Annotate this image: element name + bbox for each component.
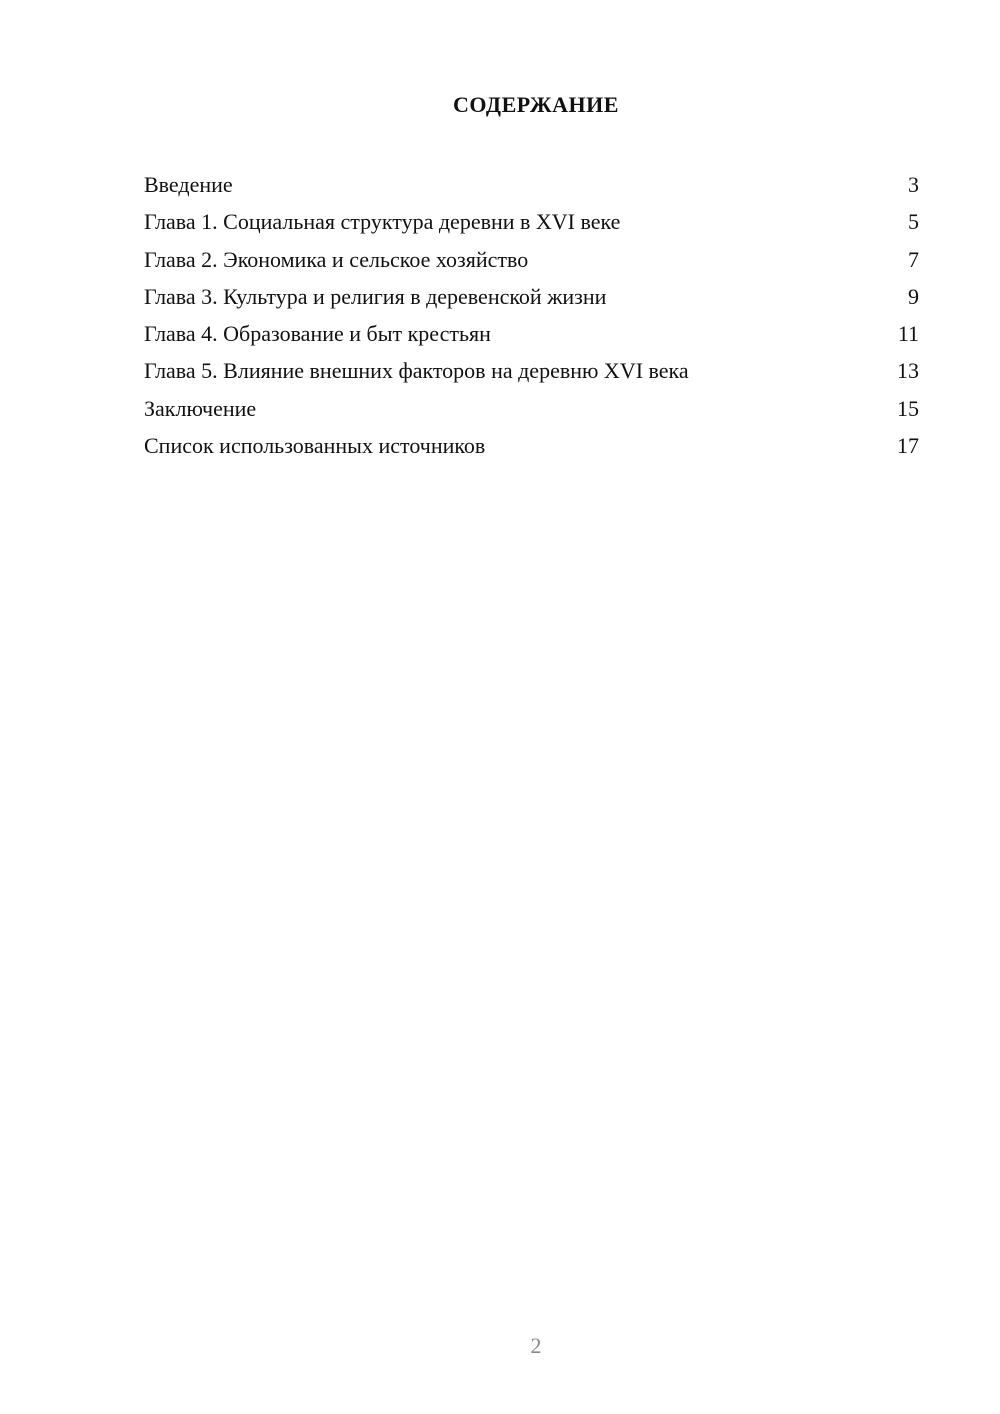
table-of-contents	[144, 170, 919, 468]
toc-entry-page: 15	[897, 395, 919, 421]
toc-entry-page: 7	[908, 246, 919, 272]
toc-entry-title: Заключение	[144, 395, 257, 421]
toc-entry-title: Глава 2. Экономика и сельское хозяйство	[144, 246, 529, 272]
toc-entry-chapter-1	[144, 207, 919, 244]
toc-entry-title: Список использованных источников	[144, 433, 486, 459]
toc-heading: СОДЕРЖАНИЕ	[453, 92, 619, 117]
toc-entry-chapter-4	[144, 319, 919, 356]
toc-entry-conclusion	[144, 394, 919, 431]
toc-entry-title: Глава 1. Социальная структура деревни в XVI веке	[144, 209, 621, 235]
toc-entry-page: 5	[908, 209, 919, 235]
toc-entry-sources	[144, 431, 919, 468]
toc-entry-title: Глава 5. Влияние внешних факторов на деревню XVI века	[144, 358, 689, 384]
page-number: 2	[530, 1333, 542, 1358]
toc-entry-title: Введение	[144, 172, 233, 197]
toc-entry-page: 13	[897, 358, 919, 384]
toc-entry-title: Глава 3. Культура и религия в деревенской жизни	[144, 283, 607, 309]
toc-entry-introduction	[144, 170, 919, 207]
toc-entry-page: 17	[897, 433, 919, 459]
toc-entry-title: Глава 4. Образование и быт крестьян	[144, 321, 491, 347]
toc-entry-page: 3	[908, 172, 919, 197]
toc-entry-page: 9	[908, 283, 919, 309]
toc-entry-chapter-5	[144, 356, 919, 393]
toc-entry-chapter-2	[144, 245, 919, 282]
toc-entry-chapter-3	[144, 282, 919, 319]
toc-entry-page: 11	[897, 321, 919, 347]
